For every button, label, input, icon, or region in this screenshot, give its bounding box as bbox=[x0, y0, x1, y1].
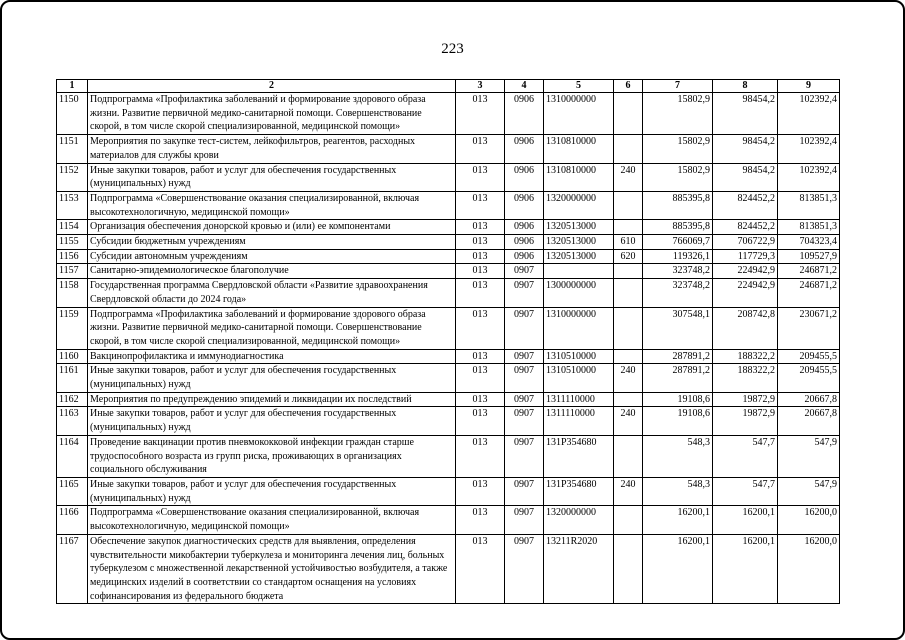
table-row bbox=[57, 279, 840, 307]
table-row bbox=[57, 163, 840, 191]
target-article-code: 131P354680 bbox=[544, 477, 614, 505]
target-article-code: 1320000000 bbox=[544, 506, 614, 534]
column-header: 6 bbox=[614, 80, 643, 93]
amount-col-8: 188322,2 bbox=[713, 364, 778, 392]
section-code: 0907 bbox=[505, 307, 544, 349]
row-number: 1160 bbox=[57, 349, 88, 364]
table-row bbox=[57, 249, 840, 264]
column-header: 1 bbox=[57, 80, 88, 93]
table-row bbox=[57, 235, 840, 250]
target-article-code: 1320513000 bbox=[544, 220, 614, 235]
amount-col-9: 704323,4 bbox=[778, 235, 840, 250]
row-number: 1153 bbox=[57, 191, 88, 219]
ministry-code: 013 bbox=[456, 407, 505, 435]
section-code: 0907 bbox=[505, 506, 544, 534]
amount-col-8: 16200,1 bbox=[713, 506, 778, 534]
row-number: 1156 bbox=[57, 249, 88, 264]
amount-col-8: 224942,9 bbox=[713, 279, 778, 307]
expense-type-code bbox=[614, 279, 643, 307]
item-name: Иные закупки товаров, работ и услуг для обеспечения государственных (муниципальных) нужд bbox=[88, 364, 456, 392]
column-header: 2 bbox=[88, 80, 456, 93]
ministry-code: 013 bbox=[456, 163, 505, 191]
item-name: Мероприятия по закупке тест-систем, лейкофильтров, реагентов, расходных материалов для службы крови bbox=[88, 135, 456, 163]
target-article-code bbox=[544, 264, 614, 279]
item-name: Подпрограмма «Профилактика заболеваний и формирование здорового образа жизни. Развитие первичной медико-санитарной помощи. Совершенствование скорой, в том числе скорой специализированной, медицинской помощи» bbox=[88, 93, 456, 135]
amount-col-7: 323748,2 bbox=[643, 279, 713, 307]
row-number: 1167 bbox=[57, 534, 88, 604]
amount-col-7: 16200,1 bbox=[643, 534, 713, 604]
amount-col-7: 15802,9 bbox=[643, 93, 713, 135]
column-header: 4 bbox=[505, 80, 544, 93]
row-number: 1159 bbox=[57, 307, 88, 349]
amount-col-8: 98454,2 bbox=[713, 135, 778, 163]
amount-col-7: 16200,1 bbox=[643, 506, 713, 534]
section-code: 0907 bbox=[505, 349, 544, 364]
column-header: 5 bbox=[544, 80, 614, 93]
table-row bbox=[57, 392, 840, 407]
amount-col-9: 246871,2 bbox=[778, 264, 840, 279]
amount-col-7: 119326,1 bbox=[643, 249, 713, 264]
amount-col-7: 19108,6 bbox=[643, 407, 713, 435]
table-row bbox=[57, 191, 840, 219]
table-row bbox=[57, 435, 840, 477]
expense-type-code bbox=[614, 435, 643, 477]
amount-col-7: 15802,9 bbox=[643, 135, 713, 163]
target-article-code: 1320513000 bbox=[544, 235, 614, 250]
row-number: 1151 bbox=[57, 135, 88, 163]
amount-col-9: 102392,4 bbox=[778, 93, 840, 135]
row-number: 1158 bbox=[57, 279, 88, 307]
amount-col-7: 287891,2 bbox=[643, 349, 713, 364]
item-name: Организация обеспечения донорской кровью и (или) ее компонентами bbox=[88, 220, 456, 235]
ministry-code: 013 bbox=[456, 135, 505, 163]
item-name: Государственная программа Свердловской области «Развитие здравоохранения Свердловской области до 2024 года» bbox=[88, 279, 456, 307]
column-header: 9 bbox=[778, 80, 840, 93]
ministry-code: 013 bbox=[456, 349, 505, 364]
amount-col-9: 230671,2 bbox=[778, 307, 840, 349]
target-article-code: 13211R2020 bbox=[544, 534, 614, 604]
expense-type-code bbox=[614, 506, 643, 534]
section-code: 0907 bbox=[505, 534, 544, 604]
amount-col-8: 98454,2 bbox=[713, 163, 778, 191]
target-article-code: 1310510000 bbox=[544, 349, 614, 364]
row-number: 1157 bbox=[57, 264, 88, 279]
item-name: Иные закупки товаров, работ и услуг для обеспечения государственных (муниципальных) нужд bbox=[88, 477, 456, 505]
amount-col-8: 224942,9 bbox=[713, 264, 778, 279]
ministry-code: 013 bbox=[456, 93, 505, 135]
section-code: 0907 bbox=[505, 392, 544, 407]
table-row bbox=[57, 477, 840, 505]
ministry-code: 013 bbox=[456, 477, 505, 505]
row-number: 1154 bbox=[57, 220, 88, 235]
amount-col-9: 16200,0 bbox=[778, 534, 840, 604]
ministry-code: 013 bbox=[456, 235, 505, 250]
target-article-code: 1310810000 bbox=[544, 135, 614, 163]
row-number: 1166 bbox=[57, 506, 88, 534]
amount-col-7: 15802,9 bbox=[643, 163, 713, 191]
item-name: Мероприятия по предупреждению эпидемий и ликвидации их последствий bbox=[88, 392, 456, 407]
table-row bbox=[57, 135, 840, 163]
column-header: 3 bbox=[456, 80, 505, 93]
ministry-code: 013 bbox=[456, 435, 505, 477]
amount-col-8: 824452,2 bbox=[713, 220, 778, 235]
amount-col-7: 287891,2 bbox=[643, 364, 713, 392]
item-name: Санитарно-эпидемиологическое благополучие bbox=[88, 264, 456, 279]
section-code: 0906 bbox=[505, 135, 544, 163]
expense-type-code bbox=[614, 135, 643, 163]
expense-type-code bbox=[614, 264, 643, 279]
table-row bbox=[57, 93, 840, 135]
amount-col-7: 548,3 bbox=[643, 435, 713, 477]
row-number: 1155 bbox=[57, 235, 88, 250]
amount-col-9: 547,9 bbox=[778, 435, 840, 477]
expense-type-code bbox=[614, 534, 643, 604]
target-article-code: 1310510000 bbox=[544, 364, 614, 392]
row-number: 1161 bbox=[57, 364, 88, 392]
column-header: 8 bbox=[713, 80, 778, 93]
target-article-code: 1311110000 bbox=[544, 392, 614, 407]
expense-type-code bbox=[614, 93, 643, 135]
ministry-code: 013 bbox=[456, 364, 505, 392]
expense-type-code bbox=[614, 349, 643, 364]
column-header: 7 bbox=[643, 80, 713, 93]
expense-type-code bbox=[614, 392, 643, 407]
section-code: 0907 bbox=[505, 279, 544, 307]
amount-col-9: 20667,8 bbox=[778, 392, 840, 407]
amount-col-9: 209455,5 bbox=[778, 364, 840, 392]
amount-col-9: 102392,4 bbox=[778, 135, 840, 163]
amount-col-7: 307548,1 bbox=[643, 307, 713, 349]
item-name: Иные закупки товаров, работ и услуг для обеспечения государственных (муниципальных) нужд bbox=[88, 407, 456, 435]
section-code: 0907 bbox=[505, 435, 544, 477]
target-article-code: 1310810000 bbox=[544, 163, 614, 191]
amount-col-9: 813851,3 bbox=[778, 191, 840, 219]
amount-col-9: 813851,3 bbox=[778, 220, 840, 235]
table-row bbox=[57, 506, 840, 534]
section-code: 0906 bbox=[505, 220, 544, 235]
expense-type-code: 240 bbox=[614, 407, 643, 435]
amount-col-7: 766069,7 bbox=[643, 235, 713, 250]
table-row bbox=[57, 349, 840, 364]
section-code: 0907 bbox=[505, 364, 544, 392]
section-code: 0906 bbox=[505, 235, 544, 250]
amount-col-8: 706722,9 bbox=[713, 235, 778, 250]
amount-col-7: 885395,8 bbox=[643, 220, 713, 235]
expense-type-code: 240 bbox=[614, 364, 643, 392]
item-name: Подпрограмма «Совершенствование оказания специализированной, включая высокотехнологичную, медицинской помощи» bbox=[88, 191, 456, 219]
row-number: 1162 bbox=[57, 392, 88, 407]
item-name: Субсидии бюджетным учреждениям bbox=[88, 235, 456, 250]
amount-col-8: 98454,2 bbox=[713, 93, 778, 135]
item-name: Иные закупки товаров, работ и услуг для обеспечения государственных (муниципальных) нужд bbox=[88, 163, 456, 191]
target-article-code: 1310000000 bbox=[544, 307, 614, 349]
amount-col-7: 885395,8 bbox=[643, 191, 713, 219]
expense-type-code bbox=[614, 191, 643, 219]
page-number: 223 bbox=[441, 41, 464, 57]
target-article-code: 1311110000 bbox=[544, 407, 614, 435]
ministry-code: 013 bbox=[456, 249, 505, 264]
amount-col-9: 209455,5 bbox=[778, 349, 840, 364]
amount-col-9: 16200,0 bbox=[778, 506, 840, 534]
section-code: 0906 bbox=[505, 249, 544, 264]
ministry-code: 013 bbox=[456, 220, 505, 235]
row-number: 1164 bbox=[57, 435, 88, 477]
target-article-code: 1310000000 bbox=[544, 93, 614, 135]
amount-col-8: 208742,8 bbox=[713, 307, 778, 349]
amount-col-8: 19872,9 bbox=[713, 407, 778, 435]
ministry-code: 013 bbox=[456, 506, 505, 534]
ministry-code: 013 bbox=[456, 307, 505, 349]
section-code: 0906 bbox=[505, 93, 544, 135]
table-row bbox=[57, 407, 840, 435]
amount-col-7: 323748,2 bbox=[643, 264, 713, 279]
amount-col-9: 246871,2 bbox=[778, 279, 840, 307]
ministry-code: 013 bbox=[456, 534, 505, 604]
expense-type-code bbox=[614, 307, 643, 349]
section-code: 0906 bbox=[505, 191, 544, 219]
row-number: 1152 bbox=[57, 163, 88, 191]
amount-col-9: 20667,8 bbox=[778, 407, 840, 435]
target-article-code: 131P354680 bbox=[544, 435, 614, 477]
item-name: Проведение вакцинации против пневмококковой инфекции граждан старше трудоспособного возраста из групп риска, проживающих в организациях социального обслуживания bbox=[88, 435, 456, 477]
budget-table bbox=[56, 79, 840, 604]
expense-type-code: 620 bbox=[614, 249, 643, 264]
table-body bbox=[57, 93, 840, 604]
amount-col-9: 547,9 bbox=[778, 477, 840, 505]
item-name: Подпрограмма «Профилактика заболеваний и формирование здорового образа жизни. Развитие первичной медико-санитарной помощи. Совершенствование скорой, в том числе скорой специализированной, медицинской помощи» bbox=[88, 307, 456, 349]
ministry-code: 013 bbox=[456, 279, 505, 307]
ministry-code: 013 bbox=[456, 264, 505, 279]
amount-col-8: 547,7 bbox=[713, 477, 778, 505]
target-article-code: 1300000000 bbox=[544, 279, 614, 307]
expense-type-code bbox=[614, 220, 643, 235]
expense-type-code: 240 bbox=[614, 163, 643, 191]
table-row bbox=[57, 264, 840, 279]
table-row bbox=[57, 220, 840, 235]
row-number: 1163 bbox=[57, 407, 88, 435]
amount-col-7: 548,3 bbox=[643, 477, 713, 505]
target-article-code: 1320513000 bbox=[544, 249, 614, 264]
table-row bbox=[57, 534, 840, 604]
target-article-code: 1320000000 bbox=[544, 191, 614, 219]
table-header-row bbox=[57, 80, 840, 93]
amount-col-7: 19108,6 bbox=[643, 392, 713, 407]
amount-col-9: 102392,4 bbox=[778, 163, 840, 191]
amount-col-8: 16200,1 bbox=[713, 534, 778, 604]
table-row bbox=[57, 364, 840, 392]
expense-type-code: 610 bbox=[614, 235, 643, 250]
row-number: 1165 bbox=[57, 477, 88, 505]
amount-col-8: 117729,3 bbox=[713, 249, 778, 264]
row-number: 1150 bbox=[57, 93, 88, 135]
section-code: 0907 bbox=[505, 477, 544, 505]
item-name: Субсидии автономным учреждениям bbox=[88, 249, 456, 264]
ministry-code: 013 bbox=[456, 392, 505, 407]
item-name: Вакцинопрофилактика и иммунодиагностика bbox=[88, 349, 456, 364]
item-name: Обеспечение закупок диагностических средств для выявления, определения чувствительности микобактерии туберкулеза и мониторинга лечения лиц, больных туберкулезом с множественной лекарственной устойчивостью возбудителя, а также медицинских изделий в соответствии со стандартом оснащения на условиях софинансирования из федерального бюджета bbox=[88, 534, 456, 604]
amount-col-8: 824452,2 bbox=[713, 191, 778, 219]
item-name: Подпрограмма «Совершенствование оказания специализированной, включая высокотехнологичную, медицинской помощи» bbox=[88, 506, 456, 534]
ministry-code: 013 bbox=[456, 191, 505, 219]
amount-col-9: 109527,9 bbox=[778, 249, 840, 264]
amount-col-8: 547,7 bbox=[713, 435, 778, 477]
amount-col-8: 19872,9 bbox=[713, 392, 778, 407]
expense-type-code: 240 bbox=[614, 477, 643, 505]
table-row bbox=[57, 307, 840, 349]
section-code: 0906 bbox=[505, 163, 544, 191]
amount-col-8: 188322,2 bbox=[713, 349, 778, 364]
section-code: 0907 bbox=[505, 264, 544, 279]
section-code: 0907 bbox=[505, 407, 544, 435]
